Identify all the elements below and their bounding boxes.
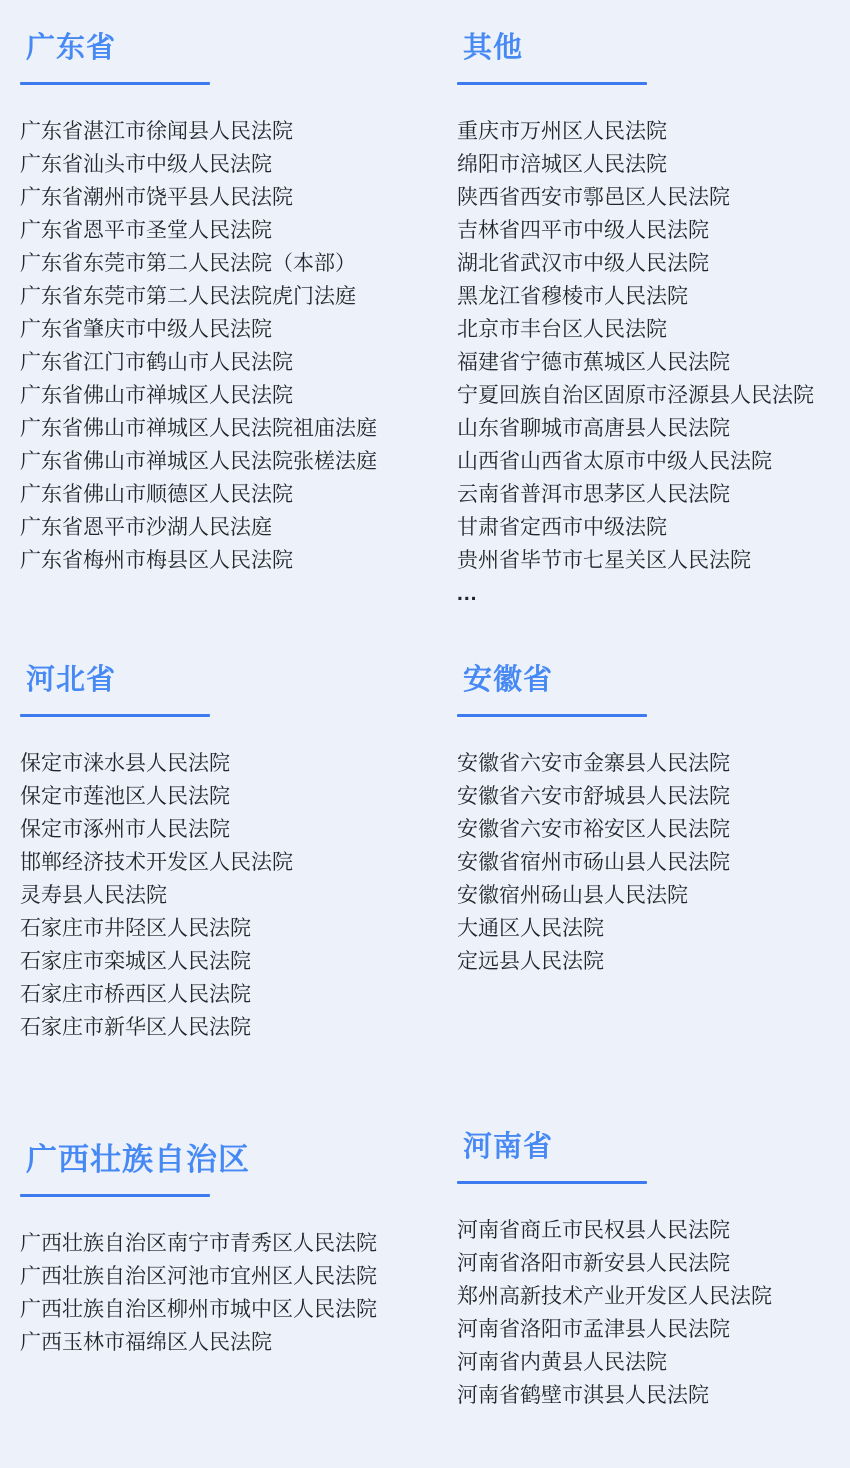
court-item: 石家庄市井陉区人民法院: [20, 917, 251, 940]
title-underline: [20, 1194, 210, 1197]
section-guangxi: [20, 1140, 437, 1412]
court-list: [457, 115, 830, 577]
court-item: 广西玉林市福绵区人民法院: [20, 1331, 272, 1354]
court-item: 安徽省六安市金寨县人民法院: [457, 752, 730, 775]
province-title: 河南省: [463, 1131, 554, 1163]
title-underline: [20, 714, 210, 717]
court-item: 广东省恩平市沙湖人民法庭: [20, 516, 272, 539]
court-item: 广东省潮州市饶平县人民法院: [20, 186, 293, 209]
court-item: 郑州高新技术产业开发区人民法院: [457, 1285, 772, 1308]
province-title: 广西壮族自治区: [26, 1142, 250, 1177]
court-item: 河南省鹤壁市淇县人民法院: [457, 1384, 709, 1407]
court-list: [20, 747, 437, 1044]
province-title: 河北省: [26, 664, 117, 696]
court-item: 河南省商丘市民权县人民法院: [457, 1219, 730, 1242]
court-item: 石家庄市桥西区人民法院: [20, 983, 251, 1006]
court-item: 广东省佛山市禅城区人民法院张槎法庭: [20, 450, 377, 473]
court-item: 保定市莲池区人民法院: [20, 785, 230, 808]
court-item: 广东省佛山市禅城区人民法院: [20, 384, 293, 407]
court-item: 云南省普洱市思茅区人民法院: [457, 483, 730, 506]
court-item: 广东省湛江市徐闻县人民法院: [20, 120, 293, 143]
court-item: 灵寿县人民法院: [20, 884, 167, 907]
court-item: 大通区人民法院: [457, 917, 604, 940]
province-title: 安徽省: [463, 664, 554, 696]
province-title: 广东省: [26, 32, 117, 64]
court-item: 广东省江门市鹤山市人民法院: [20, 351, 293, 374]
court-item: 安徽宿州砀山县人民法院: [457, 884, 688, 907]
title-underline: [457, 82, 647, 85]
court-item: 广东省肇庆市中级人民法院: [20, 318, 272, 341]
court-item: 河南省洛阳市孟津县人民法院: [457, 1318, 730, 1341]
section-anhui: [457, 660, 830, 1044]
more-indicator: ...: [457, 582, 478, 605]
court-item: 甘肃省定西市中级法院: [457, 516, 667, 539]
court-item: 河南省洛阳市新安县人民法院: [457, 1252, 730, 1275]
court-item: 广东省汕头市中级人民法院: [20, 153, 272, 176]
court-item: 广东省佛山市顺德区人民法院: [20, 483, 293, 506]
section-hebei: [20, 660, 437, 1044]
court-item: 广东省梅州市梅县区人民法院: [20, 549, 293, 572]
court-item: 定远县人民法院: [457, 950, 604, 973]
title-underline: [20, 82, 210, 85]
court-item: 黑龙江省穆棱市人民法院: [457, 285, 688, 308]
court-item: 安徽省六安市舒城县人民法院: [457, 785, 730, 808]
court-item: 湖北省武汉市中级人民法院: [457, 252, 709, 275]
title-underline: [457, 1181, 647, 1184]
court-item: 陕西省西安市鄠邑区人民法院: [457, 186, 730, 209]
court-item: 广东省恩平市圣堂人民法院: [20, 219, 272, 242]
court-list: [457, 747, 830, 978]
court-item: 邯郸经济技术开发区人民法院: [20, 851, 293, 874]
court-item: 保定市涞水县人民法院: [20, 752, 230, 775]
section-other: [457, 28, 830, 610]
court-item: 安徽省六安市裕安区人民法院: [457, 818, 730, 841]
court-item: 河南省内黄县人民法院: [457, 1351, 667, 1374]
court-item: 重庆市万州区人民法院: [457, 120, 667, 143]
court-item: 北京市丰台区人民法院: [457, 318, 667, 341]
section-guangdong: [20, 28, 437, 610]
title-underline: [457, 714, 647, 717]
court-item: 福建省宁德市蕉城区人民法院: [457, 351, 730, 374]
court-list: [20, 1227, 437, 1359]
court-item: 广西壮族自治区河池市宜州区人民法院: [20, 1265, 377, 1288]
province-title: 其他: [463, 32, 524, 64]
court-item: 贵州省毕节市七星关区人民法院: [457, 549, 751, 572]
court-list: [457, 1214, 830, 1412]
court-item: 广东省东莞市第二人民法院（本部）: [20, 252, 356, 275]
section-henan: [457, 1127, 830, 1412]
court-item: 绵阳市涪城区人民法院: [457, 153, 667, 176]
court-item: 山东省聊城市高唐县人民法院: [457, 417, 730, 440]
court-item: 山西省山西省太原市中级人民法院: [457, 450, 772, 473]
court-item: 宁夏回族自治区固原市泾源县人民法院: [457, 384, 814, 407]
court-item: 安徽省宿州市砀山县人民法院: [457, 851, 730, 874]
court-item: 广东省佛山市禅城区人民法院祖庙法庭: [20, 417, 377, 440]
court-item: 广东省东莞市第二人民法院虎门法庭: [20, 285, 356, 308]
court-item: 广西壮族自治区柳州市城中区人民法院: [20, 1298, 377, 1321]
court-item: 石家庄市栾城区人民法院: [20, 950, 251, 973]
court-item: 石家庄市新华区人民法院: [20, 1016, 251, 1039]
court-list: [20, 115, 437, 577]
court-item: 保定市涿州市人民法院: [20, 818, 230, 841]
court-item: 广西壮族自治区南宁市青秀区人民法院: [20, 1232, 377, 1255]
court-item: 吉林省四平市中级人民法院: [457, 219, 709, 242]
